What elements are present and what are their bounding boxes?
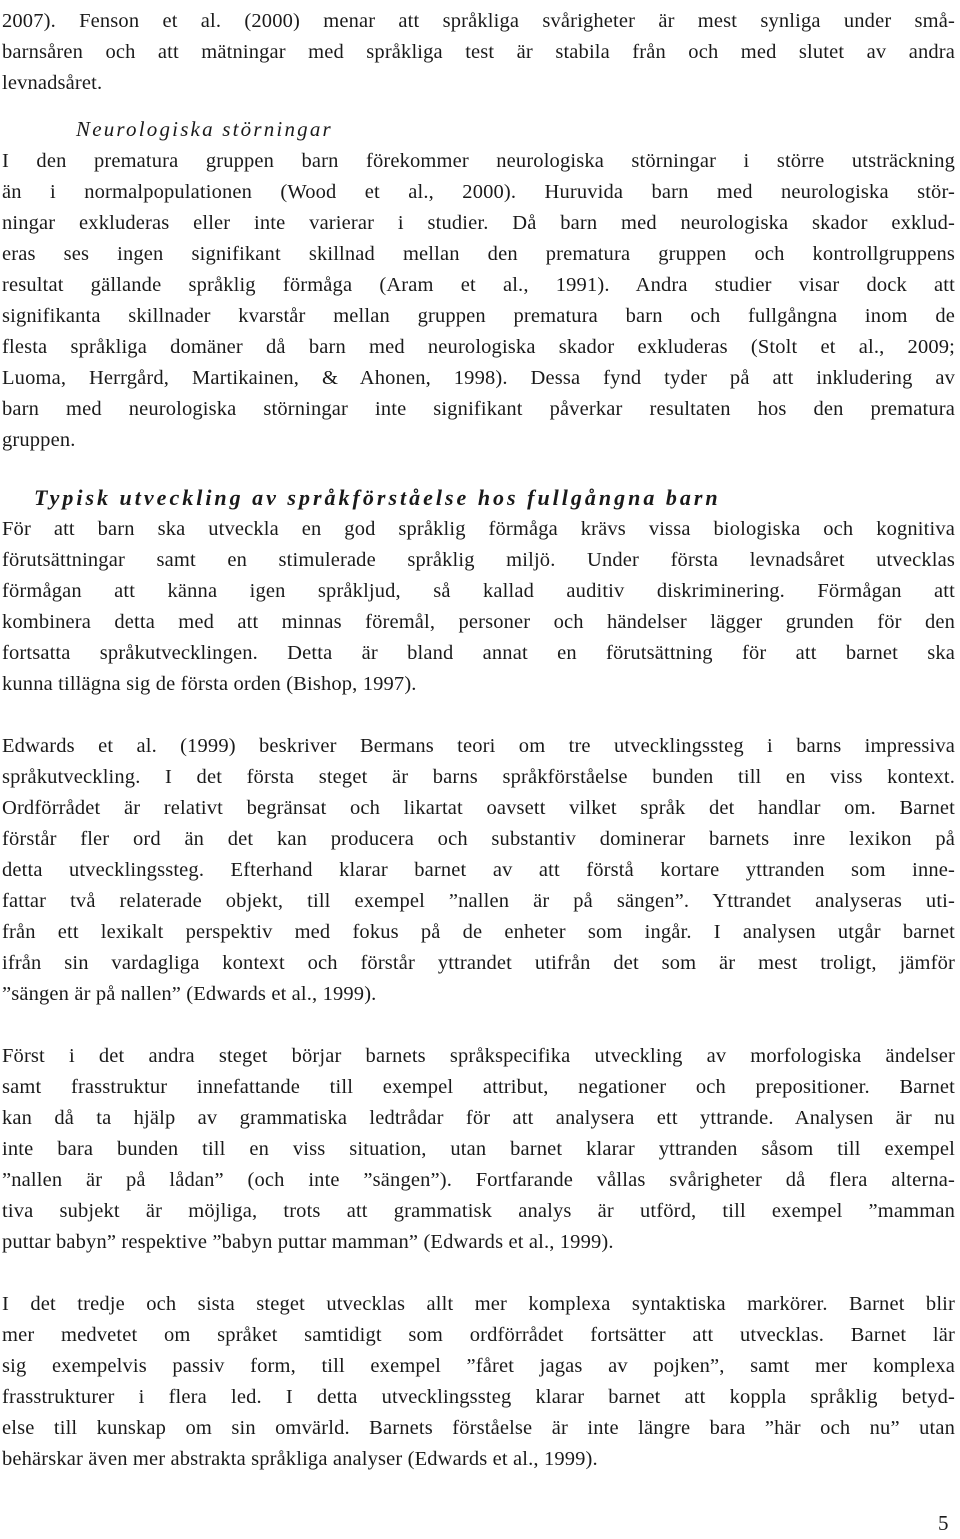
text-line: I det tredje och sista steget utvecklas allt mer komplexa syntaktiska markörer. Barnet blir bbox=[2, 1293, 955, 1315]
text-line: Edwards et al. (1999) beskriver Bermans teori om tre utvecklingssteg i barns impressiva bbox=[2, 735, 955, 757]
text-line: förstår fler ord än det kan producera och substantiv dominerar barnets inre lexikon på bbox=[2, 828, 955, 850]
text-line: tiva subjekt är möjliga, trots att grammatisk analys är utförd, till exempel ”mamman bbox=[2, 1200, 955, 1222]
page-number: 5 bbox=[938, 1511, 949, 1535]
text-line: förmågan att känna igen språkljud, så kallad auditiv diskriminering. Förmågan att bbox=[2, 580, 955, 602]
text-line: fattar två relaterade objekt, till exempel ”nallen är på sängen”. Yttrandet analyseras uti- bbox=[2, 890, 955, 912]
text-line: detta utvecklingssteg. Efterhand klarar barnet av att förstå kortare yttranden som inne- bbox=[2, 859, 955, 881]
text-line: kunna tillägna sig de första orden (Bishop, 1997). bbox=[2, 673, 417, 695]
text-line: kan då ta hjälp av grammatiska ledtrådar för att analysera ett yttrande. Analysen är nu bbox=[2, 1107, 955, 1129]
text-line: förutsättningar samt en stimulerade språklig miljö. Under första levnadsåret utvecklas bbox=[2, 549, 955, 571]
text-line: än i normalpopulationen (Wood et al., 2000). Huruvida barn med neurologiska stör- bbox=[2, 181, 955, 203]
text-line: 2007). Fenson et al. (2000) menar att språkliga svårigheter är mest synliga under små- bbox=[2, 10, 955, 32]
text-line: else till kunskap om sin omvärld. Barnets förståelse är inte längre bara ”här och nu” utan bbox=[2, 1417, 955, 1439]
text-line: puttar babyn” respektive ”babyn puttar mamman” (Edwards et al., 1999). bbox=[2, 1231, 614, 1253]
section-subheading-neurologiska: Neurologiska störningar bbox=[76, 117, 333, 141]
text-line: inte bara bunden till en viss situation, utan barnet klarar yttranden såsom till exempel bbox=[2, 1138, 955, 1160]
text-line: Ordförrådet är relativt begränsat och likartat oavsett vilket språk det handlar om. Barnet bbox=[2, 797, 955, 819]
text-line: ifrån sin vardagliga kontext och förstår yttrandet utifrån det som är mest troligt, jämför bbox=[2, 952, 955, 974]
text-line: fortsatta språkutvecklingen. Detta är bland annat en förutsättning för att barnet ska bbox=[2, 642, 955, 664]
text-line: Luoma, Herrgård, Martikainen, & Ahonen, 1998). Dessa fynd tyder på att inkludering av bbox=[2, 367, 955, 389]
text-line: Först i det andra steget börjar barnets språkspecifika utveckling av morfologiska ändelser bbox=[2, 1045, 955, 1067]
text-line: ”nallen är på lådan” (och inte ”sängen”). Fortfarande vållas svårigheter då flera alterna- bbox=[2, 1169, 955, 1191]
text-line: I den prematura gruppen barn förekommer neurologiska störningar i större utsträckning bbox=[2, 150, 955, 172]
text-line: ”sängen är på nallen” (Edwards et al., 1999). bbox=[2, 983, 377, 1005]
text-line: frasstrukturer i flera led. I detta utvecklingssteg klarar barnet att koppla språklig betyd- bbox=[2, 1386, 955, 1408]
text-line: språkutveckling. I det första steget är barns språkförståelse bunden till en viss kontext. bbox=[2, 766, 955, 788]
text-line: gruppen. bbox=[2, 429, 76, 451]
text-line: kombinera detta med att minnas föremål, personer och händelser lägger grunden för den bbox=[2, 611, 955, 633]
section-heading-typisk-utveckling: Typisk utveckling av språkförståelse hos fullgångna barn bbox=[34, 485, 721, 510]
text-line: sig exempelvis passiv form, till exempel ”fåret jagas av pojken”, samt mer komplexa bbox=[2, 1355, 955, 1377]
text-line: signifikanta skillnader kvarstår mellan gruppen prematura barn och fullgångna inom de bbox=[2, 305, 955, 327]
text-line: barn med neurologiska störningar inte signifikant påverkar resultaten hos den prematura bbox=[2, 398, 955, 420]
text-line: För att barn ska utveckla en god språklig förmåga krävs vissa biologiska och kognitiva bbox=[2, 518, 955, 540]
text-line: levnadsåret. bbox=[2, 72, 103, 94]
text-line: från ett lexikalt perspektiv med fokus på de enheter som ingår. I analysen utgår barnet bbox=[2, 921, 955, 943]
text-line: barnsåren och att mätningar med språkliga test är stabila från och med slutet av andra bbox=[2, 41, 955, 63]
text-line: mer medvetet om språket samtidigt som ordförrådet fortsätter att utvecklas. Barnet lär bbox=[2, 1324, 955, 1346]
text-line: resultat gällande språklig förmåga (Aram et al., 1991). Andra studier visar dock att bbox=[2, 274, 955, 296]
text-line: ningar exkluderas eller inte varierar i studier. Då barn med neurologiska skador exklud- bbox=[2, 212, 955, 234]
text-line: samt frasstruktur innefattande till exempel attribut, negationer och prepositioner. Barnet bbox=[2, 1076, 955, 1098]
text-line: behärskar även mer abstrakta språkliga analyser (Edwards et al., 1999). bbox=[2, 1448, 598, 1470]
text-line: flesta språkliga domäner då barn med neurologiska skador exkluderas (Stolt et al., 2009; bbox=[2, 336, 955, 358]
text-line: eras ses ingen signifikant skillnad mellan den prematura gruppen och kontrollgruppens bbox=[2, 243, 955, 265]
